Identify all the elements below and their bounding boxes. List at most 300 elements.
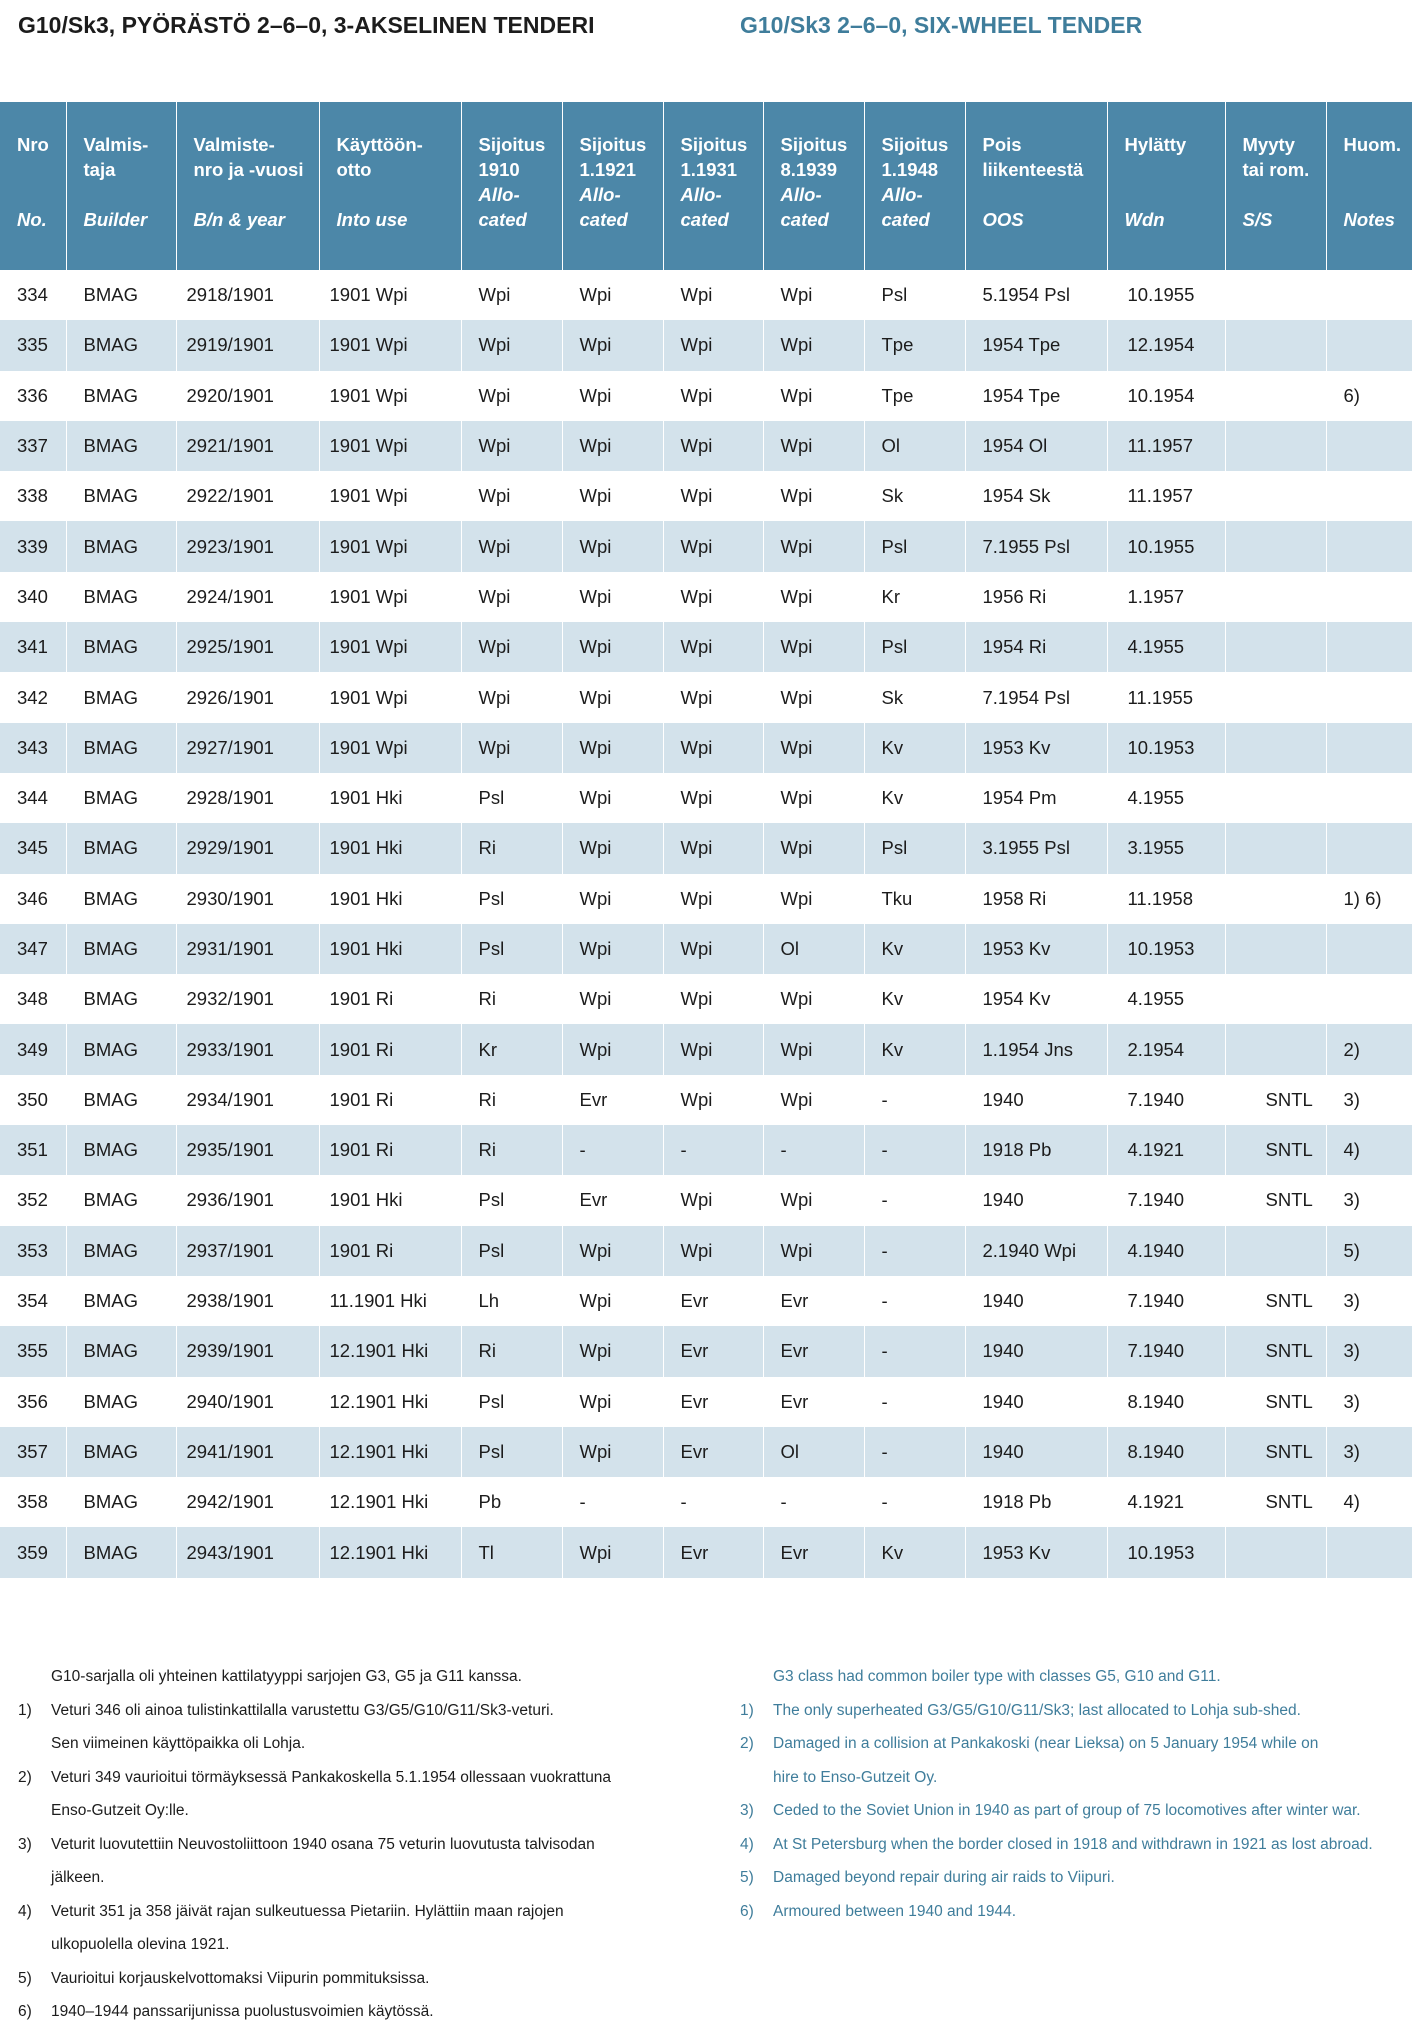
- table-cell: -: [864, 1326, 965, 1376]
- note-number: [740, 1761, 773, 1795]
- note-number: 3): [740, 1802, 754, 1819]
- table-cell: [1326, 924, 1412, 974]
- table-cell: 7.1955 Psl: [965, 521, 1107, 571]
- note-number: [18, 1861, 51, 1895]
- table-cell: [1225, 773, 1326, 823]
- table-cell: 352: [17, 1189, 48, 1211]
- table-cell: 7.1940: [1107, 1075, 1225, 1125]
- table-cell: Psl: [864, 270, 965, 320]
- table-cell: 2923/1901: [176, 521, 319, 571]
- table-cell: 1901 Wpi: [319, 371, 461, 421]
- table-cell: Wpi: [562, 1024, 663, 1074]
- table-cell: 2934/1901: [176, 1075, 319, 1125]
- note-text: jälkeen.: [51, 1869, 105, 1886]
- column-header: [319, 102, 461, 270]
- table-cell: 1901 Hki: [319, 773, 461, 823]
- column-header: [562, 102, 663, 270]
- table-cell: BMAG: [66, 1427, 176, 1477]
- table-cell: BMAG: [66, 572, 176, 622]
- table-cell: 2935/1901: [176, 1125, 319, 1175]
- table-cell: Wpi: [663, 974, 763, 1024]
- table-cell: Tpe: [864, 371, 965, 421]
- note-number: [18, 1727, 51, 1761]
- note-number: 1): [740, 1701, 754, 1719]
- table-cell: Kv: [864, 974, 965, 1024]
- table-row: [0, 1477, 1412, 1527]
- table-cell: 12.1901 Hki: [319, 1326, 461, 1376]
- note-text: hire to Enso-Gutzeit Oy.: [773, 1768, 938, 1786]
- table-cell: 1953 Kv: [965, 924, 1107, 974]
- table-cell: 2918/1901: [176, 270, 319, 320]
- column-header-en: Wdn: [1124, 209, 1165, 230]
- column-header: [1326, 102, 1412, 270]
- table-cell: Wpi: [562, 421, 663, 471]
- table-cell: 1901 Wpi: [319, 572, 461, 622]
- table-row: [0, 521, 1412, 571]
- table-cell: -: [864, 1075, 965, 1125]
- table-cell: BMAG: [66, 320, 176, 370]
- table-cell: 4.1940: [1107, 1226, 1225, 1276]
- table-cell: Tl: [461, 1527, 562, 1577]
- table-cell: BMAG: [66, 924, 176, 974]
- note-line: [18, 1761, 708, 1795]
- table-cell: 1901 Hki: [319, 823, 461, 873]
- note-line: [740, 1861, 1420, 1895]
- table-cell: Wpi: [562, 1527, 663, 1577]
- note-line: [740, 1694, 1420, 1728]
- table-cell: 340: [17, 585, 48, 607]
- table-cell: [1326, 672, 1412, 722]
- table-cell: 2941/1901: [176, 1427, 319, 1477]
- column-header-fi: Sijoitus 1.1931: [680, 134, 748, 180]
- column-header: [1225, 102, 1326, 270]
- table-row: [0, 421, 1412, 471]
- table-cell: BMAG: [66, 723, 176, 773]
- note-text: Ceded to the Soviet Union in 1940 as part of group of 75 locomotives after winter war.: [773, 1802, 1361, 1819]
- table-cell: -: [663, 1477, 763, 1527]
- table-cell: 1918 Pb: [965, 1477, 1107, 1527]
- table-cell: -: [663, 1125, 763, 1175]
- note-line: [740, 1794, 1420, 1828]
- column-header-fi: Valmiste- nro ja -vuosi: [193, 134, 304, 180]
- column-header-en: Notes: [1343, 209, 1395, 230]
- table-cell: -: [763, 1125, 864, 1175]
- note-line: [18, 1928, 708, 1962]
- table-cell: [1225, 723, 1326, 773]
- table-cell: 353: [0, 1226, 66, 1276]
- table-cell: 2938/1901: [176, 1276, 319, 1326]
- note-text: Damaged beyond repair during air raids to Viipuri.: [773, 1869, 1115, 1886]
- note-text: Damaged in a collision at Pankakoski (near Lieksa) on 5 January 1954 while on: [773, 1735, 1319, 1752]
- table-cell: 2929/1901: [176, 823, 319, 873]
- table-cell: [1326, 823, 1412, 873]
- table-cell: 3): [1326, 1276, 1412, 1326]
- table-cell: Wpi: [763, 521, 864, 571]
- table-cell: 341: [0, 622, 66, 672]
- table-cell: Wpi: [663, 1075, 763, 1125]
- table-cell: [1225, 521, 1326, 571]
- table-cell: 339: [0, 521, 66, 571]
- table-cell: 344: [17, 787, 48, 809]
- table-cell: Wpi: [663, 672, 763, 722]
- table-cell: Kv: [864, 773, 965, 823]
- table-cell: [1225, 1527, 1326, 1577]
- table-cell: 10.1953: [1107, 924, 1225, 974]
- table-cell: Wpi: [663, 270, 763, 320]
- note-line: [18, 1694, 708, 1728]
- table-cell: Wpi: [763, 270, 864, 320]
- table-cell: 1918 Pb: [965, 1125, 1107, 1175]
- table-cell: SNTL: [1225, 1427, 1326, 1477]
- table-cell: 1953 Kv: [965, 723, 1107, 773]
- table-cell: Wpi: [663, 1226, 763, 1276]
- table-cell: Ri: [461, 974, 562, 1024]
- table-cell: 10.1954: [1107, 371, 1225, 421]
- column-header-en: B/n & year: [193, 209, 286, 230]
- column-header: [1107, 102, 1225, 270]
- table-cell: 1901 Wpi: [319, 622, 461, 672]
- table-cell: [1326, 974, 1412, 1024]
- table-cell: Wpi: [461, 421, 562, 471]
- table-cell: 2921/1901: [176, 421, 319, 471]
- column-header-en: Allo- cated: [881, 184, 930, 230]
- table-cell: 1954 Ol: [965, 421, 1107, 471]
- table-cell: 12.1901 Hki: [319, 1377, 461, 1427]
- table-cell: Wpi: [562, 371, 663, 421]
- table-cell: [1225, 924, 1326, 974]
- table-cell: 1954 Pm: [965, 773, 1107, 823]
- table-cell: 2924/1901: [176, 572, 319, 622]
- table-cell: 1.1957: [1107, 572, 1225, 622]
- table-cell: SNTL: [1225, 1377, 1326, 1427]
- table-row: [0, 270, 1412, 320]
- table-cell: BMAG: [66, 1527, 176, 1577]
- table-cell: Wpi: [763, 672, 864, 722]
- table-cell: -: [864, 1477, 965, 1527]
- table-row: [0, 1427, 1412, 1477]
- note-line: [740, 1761, 1420, 1795]
- table-cell: [1225, 622, 1326, 672]
- table-cell: Wpi: [763, 723, 864, 773]
- table-cell: Wpi: [562, 773, 663, 823]
- table-cell: Psl: [461, 773, 562, 823]
- note-line: [18, 1861, 708, 1895]
- table-cell: Evr: [763, 1527, 864, 1577]
- table-cell: 1901 Wpi: [319, 521, 461, 571]
- table-cell: 4): [1326, 1477, 1412, 1527]
- table-cell: BMAG: [66, 421, 176, 471]
- table-cell: Kv: [864, 924, 965, 974]
- note-number: 4): [740, 1835, 754, 1853]
- table-cell: Wpi: [663, 874, 763, 924]
- table-cell: 356: [17, 1390, 48, 1412]
- table-cell: 1940: [965, 1427, 1107, 1477]
- column-header-en: Allo- cated: [579, 184, 628, 230]
- table-cell: 2940/1901: [176, 1377, 319, 1427]
- table-cell: Wpi: [763, 320, 864, 370]
- note-text: G10-sarjalla oli yhteinen kattilatyyppi sarjojen G3, G5 ja G11 kanssa.: [51, 1668, 522, 1685]
- table-cell: BMAG: [66, 874, 176, 924]
- note-number: 5): [740, 1869, 754, 1886]
- note-number: 3): [18, 1835, 32, 1853]
- column-header-fi: Myyty tai rom.: [1242, 134, 1310, 180]
- table-cell: SNTL: [1225, 1326, 1326, 1376]
- table-cell: 348: [17, 988, 48, 1010]
- table-cell: 2919/1901: [176, 320, 319, 370]
- table-cell: 1901 Hki: [319, 924, 461, 974]
- table-cell: 1954 Tpe: [965, 371, 1107, 421]
- note-text: The only superheated G3/G5/G10/G11/Sk3; last allocated to Lohja sub-shed.: [773, 1701, 1301, 1719]
- table-cell: 7.1954 Psl: [965, 672, 1107, 722]
- table-cell: 1956 Ri: [965, 572, 1107, 622]
- column-header: [763, 102, 864, 270]
- table-cell: 1901 Hki: [319, 1175, 461, 1225]
- note-number: [740, 1660, 773, 1694]
- table-cell: Sk: [864, 471, 965, 521]
- note-line: [18, 1895, 708, 1929]
- table-cell: Ri: [461, 1125, 562, 1175]
- table-cell: 2920/1901: [176, 371, 319, 421]
- table-cell: 2925/1901: [176, 622, 319, 672]
- table-cell: Wpi: [663, 622, 763, 672]
- table-cell: [1225, 672, 1326, 722]
- table-cell: [1225, 471, 1326, 521]
- table-cell: BMAG: [66, 371, 176, 421]
- notes-finnish: [18, 1660, 708, 2029]
- column-header: [461, 102, 562, 270]
- table-cell: Evr: [663, 1276, 763, 1326]
- table-cell: 3): [1326, 1075, 1412, 1125]
- table-cell: Wpi: [763, 471, 864, 521]
- table-cell: Evr: [663, 1326, 763, 1376]
- table-cell: 1901 Wpi: [319, 270, 461, 320]
- table-cell: 2.1954: [1107, 1024, 1225, 1074]
- table-cell: 7.1940: [1107, 1326, 1225, 1376]
- table-cell: 4.1955: [1107, 622, 1225, 672]
- table-body: [0, 270, 1412, 1578]
- table-cell: 2939/1901: [176, 1326, 319, 1376]
- column-header-fi: Käyttöön- otto: [336, 134, 423, 180]
- table-cell: Wpi: [562, 572, 663, 622]
- table-cell: BMAG: [66, 1075, 176, 1125]
- column-header-en: Allo- cated: [780, 184, 829, 230]
- note-text: At St Petersburg when the border closed in 1918 and withdrawn in 1921 as lost abroad.: [773, 1835, 1373, 1853]
- table-cell: BMAG: [66, 1226, 176, 1276]
- table-cell: SNTL: [1225, 1175, 1326, 1225]
- table-cell: [1225, 823, 1326, 873]
- table-cell: 2926/1901: [176, 672, 319, 722]
- table-cell: [1326, 723, 1412, 773]
- table-cell: 335: [0, 320, 66, 370]
- table-cell: 2): [1326, 1024, 1412, 1074]
- table-cell: 355: [0, 1326, 66, 1376]
- table-cell: [1326, 622, 1412, 672]
- table-cell: Wpi: [461, 572, 562, 622]
- table-cell: 6): [1326, 371, 1412, 421]
- table-cell: BMAG: [66, 773, 176, 823]
- column-header-fi: Huom.: [1343, 134, 1402, 155]
- table-cell: -: [864, 1226, 965, 1276]
- table-cell: Psl: [461, 1226, 562, 1276]
- table-cell: 337: [0, 421, 66, 471]
- table-cell: 4.1921: [1107, 1125, 1225, 1175]
- locomotive-table: [0, 102, 1412, 1578]
- table-cell: 336: [17, 384, 48, 406]
- table-cell: Wpi: [663, 924, 763, 974]
- table-cell: -: [763, 1477, 864, 1527]
- table-row: [0, 1175, 1412, 1225]
- table-row: [0, 1527, 1412, 1577]
- table-cell: Wpi: [763, 421, 864, 471]
- table-cell: 4.1921: [1107, 1477, 1225, 1527]
- table-cell: Sk: [864, 672, 965, 722]
- table-row: [0, 974, 1412, 1024]
- table-cell: Pb: [461, 1477, 562, 1527]
- table-cell: Wpi: [562, 874, 663, 924]
- table-cell: [1326, 1527, 1412, 1577]
- table-cell: 1940: [965, 1175, 1107, 1225]
- table-cell: -: [864, 1427, 965, 1477]
- table-cell: 1) 6): [1326, 874, 1412, 924]
- note-number: 6): [740, 1902, 754, 1920]
- table-cell: Kv: [864, 723, 965, 773]
- table-cell: Evr: [663, 1427, 763, 1477]
- table-cell: 2930/1901: [176, 874, 319, 924]
- column-header-fi: Sijoitus 1.1921: [579, 134, 647, 180]
- column-header-fi: Nro: [17, 134, 49, 155]
- table-cell: Wpi: [763, 974, 864, 1024]
- table-cell: 343: [0, 723, 66, 773]
- table-cell: 1901 Ri: [319, 1024, 461, 1074]
- table-cell: [1225, 1024, 1326, 1074]
- table-cell: 1901 Wpi: [319, 471, 461, 521]
- table-cell: 347: [0, 924, 66, 974]
- column-header-en: S/S: [1242, 209, 1273, 230]
- table-cell: Psl: [461, 1427, 562, 1477]
- title-english: G10/Sk3 2–6–0, SIX-WHEEL TENDER: [740, 12, 1143, 38]
- table-cell: Wpi: [663, 1024, 763, 1074]
- table-cell: 1901 Wpi: [319, 672, 461, 722]
- table-row: [0, 1377, 1412, 1427]
- table-cell: Evr: [763, 1326, 864, 1376]
- note-text: 1940–1944 panssarijunissa puolustusvoimien käytössä.: [51, 2003, 434, 2020]
- table-cell: Wpi: [562, 823, 663, 873]
- table-cell: 2933/1901: [176, 1024, 319, 1074]
- table-cell: Wpi: [763, 1175, 864, 1225]
- note-text: Veturit 351 ja 358 jäivät rajan sulkeutuessa Pietariin. Hylättiin maan rajojen: [51, 1902, 564, 1920]
- table-row: [0, 471, 1412, 521]
- table-cell: [1225, 371, 1326, 421]
- table-cell: 1940: [965, 1326, 1107, 1376]
- table-cell: BMAG: [66, 672, 176, 722]
- table-cell: 10.1955: [1107, 270, 1225, 320]
- table-cell: 5.1954 Psl: [965, 270, 1107, 320]
- table-cell: 2928/1901: [176, 773, 319, 823]
- table-cell: Kv: [864, 1024, 965, 1074]
- table-cell: Wpi: [562, 1226, 663, 1276]
- table-row: [0, 371, 1412, 421]
- table-cell: 2942/1901: [176, 1477, 319, 1527]
- table-cell: Evr: [562, 1175, 663, 1225]
- table-cell: 3): [1326, 1427, 1412, 1477]
- table-cell: Wpi: [562, 1326, 663, 1376]
- table-cell: Wpi: [763, 1226, 864, 1276]
- note-text: Armoured between 1940 and 1944.: [773, 1902, 1017, 1920]
- note-text: Veturit luovutettiin Neuvostoliittoon 1940 osana 75 veturin luovutusta talvisodan: [51, 1835, 595, 1853]
- table-cell: Wpi: [562, 471, 663, 521]
- table-cell: SNTL: [1225, 1075, 1326, 1125]
- note-number: 2): [18, 1768, 32, 1786]
- table-cell: Wpi: [562, 1276, 663, 1326]
- table-cell: 10.1955: [1107, 521, 1225, 571]
- table-cell: Psl: [864, 521, 965, 571]
- note-number: 4): [18, 1902, 32, 1920]
- table-cell: 11.1955: [1107, 672, 1225, 722]
- table-cell: Wpi: [562, 622, 663, 672]
- table-cell: SNTL: [1225, 1125, 1326, 1175]
- table-cell: 1953 Kv: [965, 1527, 1107, 1577]
- note-text: Vaurioitui korjauskelvottomaksi Viipurin pommituksissa.: [51, 1969, 430, 1987]
- table-cell: Ri: [461, 1326, 562, 1376]
- table-cell: [1326, 471, 1412, 521]
- table-cell: Wpi: [461, 270, 562, 320]
- table-cell: [1225, 874, 1326, 924]
- table-cell: [1326, 421, 1412, 471]
- table-cell: Psl: [864, 823, 965, 873]
- table-cell: 2.1940 Wpi: [965, 1226, 1107, 1276]
- table-row: [0, 773, 1412, 823]
- table-row: [0, 572, 1412, 622]
- table-cell: BMAG: [66, 823, 176, 873]
- table-row: [0, 622, 1412, 672]
- table-cell: 12.1901 Hki: [319, 1527, 461, 1577]
- table-cell: Wpi: [763, 1075, 864, 1125]
- table-cell: 7.1940: [1107, 1175, 1225, 1225]
- table-cell: 3): [1326, 1377, 1412, 1427]
- table-cell: [1225, 270, 1326, 320]
- table-cell: Psl: [461, 924, 562, 974]
- table-cell: 2936/1901: [176, 1175, 319, 1225]
- table-cell: 4): [1326, 1125, 1412, 1175]
- table-cell: [1326, 572, 1412, 622]
- table-cell: BMAG: [66, 1125, 176, 1175]
- table-cell: 3): [1326, 1175, 1412, 1225]
- table-cell: Evr: [763, 1276, 864, 1326]
- note-line: [18, 1660, 708, 1694]
- table-cell: 3.1955: [1107, 823, 1225, 873]
- note-text: Sen viimeinen käyttöpaikka oli Lohja.: [51, 1735, 306, 1752]
- table-cell: Wpi: [461, 672, 562, 722]
- table-cell: 4.1955: [1107, 974, 1225, 1024]
- note-number: [18, 1660, 51, 1694]
- table-cell: Wpi: [461, 371, 562, 421]
- table-cell: 351: [0, 1125, 66, 1175]
- table-cell: 1958 Ri: [965, 874, 1107, 924]
- table-cell: [1326, 320, 1412, 370]
- table-cell: Wpi: [663, 1175, 763, 1225]
- table-cell: -: [562, 1477, 663, 1527]
- table-cell: -: [864, 1125, 965, 1175]
- table-cell: 1940: [965, 1377, 1107, 1427]
- column-header-en: No.: [17, 209, 47, 230]
- table-cell: -: [562, 1125, 663, 1175]
- table-cell: 5): [1326, 1226, 1412, 1276]
- table-cell: 10.1953: [1107, 723, 1225, 773]
- table-cell: 358: [17, 1491, 48, 1513]
- table-cell: Wpi: [763, 874, 864, 924]
- column-header-en: Allo- cated: [478, 184, 527, 230]
- table-cell: 349: [0, 1024, 66, 1074]
